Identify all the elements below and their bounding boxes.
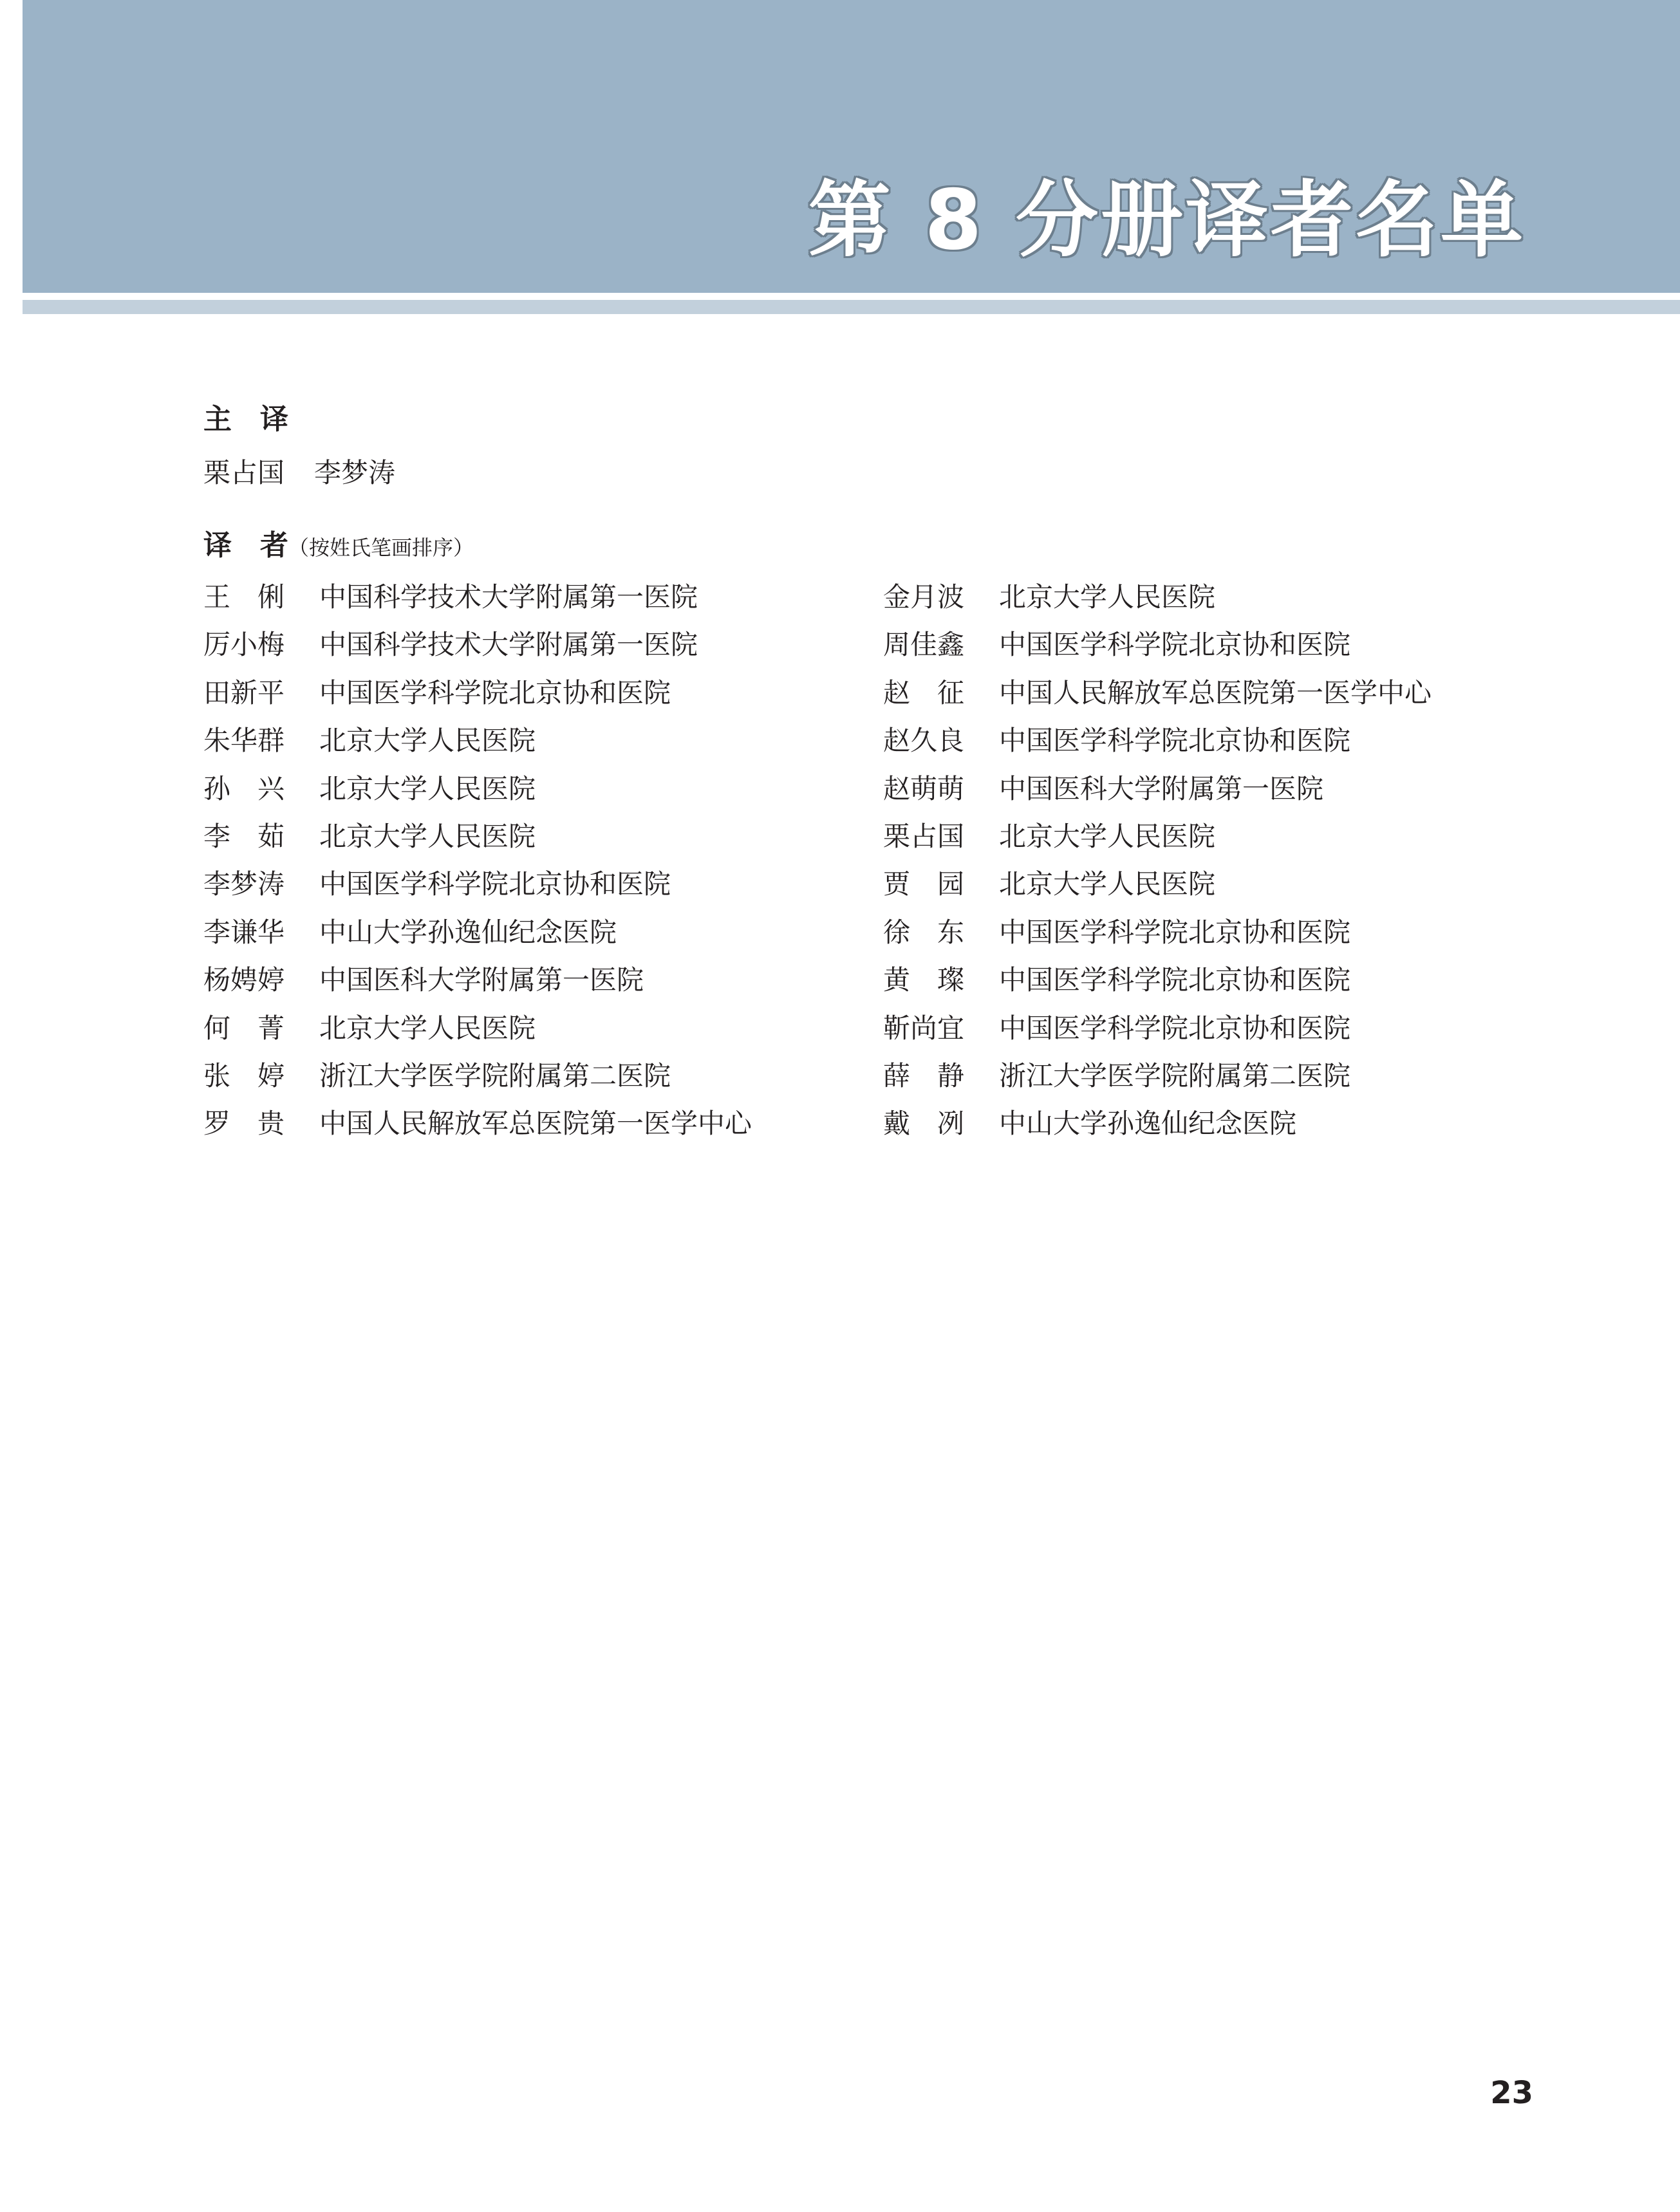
translator-list-left <box>203 578 752 1153</box>
translator-affiliation: 中国医学科学院北京协和医院 <box>999 629 1351 661</box>
translator-name: 孙 兴 <box>203 772 285 804</box>
translator-list-right <box>883 578 1432 1153</box>
translator-entry <box>203 721 752 769</box>
translator-name: 李 茹 <box>203 820 285 852</box>
translator-affiliation: 中国医科大学附属第一医院 <box>999 772 1324 804</box>
translator-affiliation: 浙江大学医学院附属第二医院 <box>999 1059 1351 1092</box>
translator-affiliation: 中国医学科学院北京协和医院 <box>319 868 671 900</box>
translator-affiliation: 中国医学科学院北京协和医院 <box>319 676 671 709</box>
translator-affiliation: 北京大学人民医院 <box>999 868 1216 900</box>
translator-affiliation: 北京大学人民医院 <box>999 581 1216 613</box>
translator-name: 田新平 <box>203 676 285 709</box>
translators-heading <box>203 526 474 567</box>
translator-name: 赵萌萌 <box>883 772 965 804</box>
translator-affiliation: 中山大学孙逸仙纪念医院 <box>999 1108 1297 1140</box>
translators-heading-label: 译 者 <box>203 529 288 562</box>
translator-name: 李谦华 <box>203 916 285 948</box>
translator-entry <box>883 1009 1432 1057</box>
translator-entry <box>203 1057 752 1104</box>
translator-entry <box>883 865 1432 913</box>
translator-entry <box>203 865 752 913</box>
translator-entry <box>883 961 1432 1008</box>
sort-order-note: （按姓氏笔画排序） <box>288 535 474 560</box>
translator-entry <box>203 817 752 865</box>
translator-name: 王 俐 <box>203 581 285 613</box>
translator-name: 罗 贵 <box>203 1108 285 1140</box>
translator-entry <box>883 626 1432 673</box>
translator-entry <box>203 674 752 721</box>
translator-name: 贾 园 <box>883 868 965 900</box>
translator-entry <box>883 578 1432 626</box>
translator-entry <box>883 674 1432 721</box>
translator-affiliation: 中国医学科学院北京协和医院 <box>999 725 1351 757</box>
translator-entry <box>203 578 752 626</box>
chief-translator-name: 李梦涛 <box>314 457 396 488</box>
translator-affiliation: 中国人民解放军总医院第一医学中心 <box>999 676 1432 709</box>
translator-name: 李梦涛 <box>203 868 285 900</box>
translator-affiliation: 中山大学孙逸仙纪念医院 <box>319 916 617 948</box>
translator-entry <box>203 770 752 817</box>
translator-name: 赵久良 <box>883 725 965 757</box>
translator-name: 靳尚宜 <box>883 1012 965 1044</box>
translator-name: 徐 东 <box>883 916 965 948</box>
translator-affiliation: 北京大学人民医院 <box>999 820 1216 852</box>
translator-entry <box>883 721 1432 769</box>
translator-name: 薛 静 <box>883 1059 965 1092</box>
chief-translators-names <box>203 454 395 492</box>
translator-name: 厉小梅 <box>203 629 285 661</box>
translator-name: 张 婷 <box>203 1059 285 1092</box>
translator-entry <box>883 1057 1432 1104</box>
translator-affiliation: 中国医科大学附属第一医院 <box>319 964 644 996</box>
translator-name: 金月波 <box>883 581 965 613</box>
translator-entry <box>883 1104 1432 1152</box>
translator-affiliation: 北京大学人民医院 <box>319 725 536 757</box>
translator-entry <box>203 961 752 1008</box>
page-number: 23 <box>1490 2075 1533 2111</box>
translator-affiliation: 中国医学科学院北京协和医院 <box>999 1012 1351 1044</box>
translator-affiliation: 中国科学技术大学附属第一医院 <box>319 629 698 661</box>
translator-name: 何 菁 <box>203 1012 285 1044</box>
translator-entry <box>883 913 1432 961</box>
header-rule <box>23 300 1680 314</box>
translator-name: 周佳鑫 <box>883 629 965 661</box>
translator-name: 黄 璨 <box>883 964 965 996</box>
translator-name: 赵 征 <box>883 676 965 709</box>
chief-translators-heading: 主 译 <box>203 403 288 436</box>
translator-affiliation: 中国医学科学院北京协和医院 <box>999 916 1351 948</box>
translator-affiliation: 中国科学技术大学附属第一医院 <box>319 581 698 613</box>
translator-affiliation: 北京大学人民医院 <box>319 772 536 804</box>
translator-entry <box>203 626 752 673</box>
translator-entry <box>203 1104 752 1152</box>
translator-name: 朱华群 <box>203 725 285 757</box>
translator-affiliation: 中国人民解放军总医院第一医学中心 <box>319 1108 752 1140</box>
chief-translator-name: 栗占国 <box>203 457 285 488</box>
translator-entry <box>203 913 752 961</box>
translator-affiliation: 浙江大学医学院附属第二医院 <box>319 1059 671 1092</box>
translator-affiliation: 北京大学人民医院 <box>319 820 536 852</box>
page-title: 第 8 分册译者名单 <box>808 172 1526 268</box>
translator-affiliation: 中国医学科学院北京协和医院 <box>999 964 1351 996</box>
translator-entry <box>203 1009 752 1057</box>
translator-entry <box>883 770 1432 817</box>
translator-name: 栗占国 <box>883 820 965 852</box>
translator-name: 杨娉婷 <box>203 964 285 996</box>
translator-entry <box>883 817 1432 865</box>
translator-name: 戴 冽 <box>883 1108 965 1140</box>
translator-affiliation: 北京大学人民医院 <box>319 1012 536 1044</box>
